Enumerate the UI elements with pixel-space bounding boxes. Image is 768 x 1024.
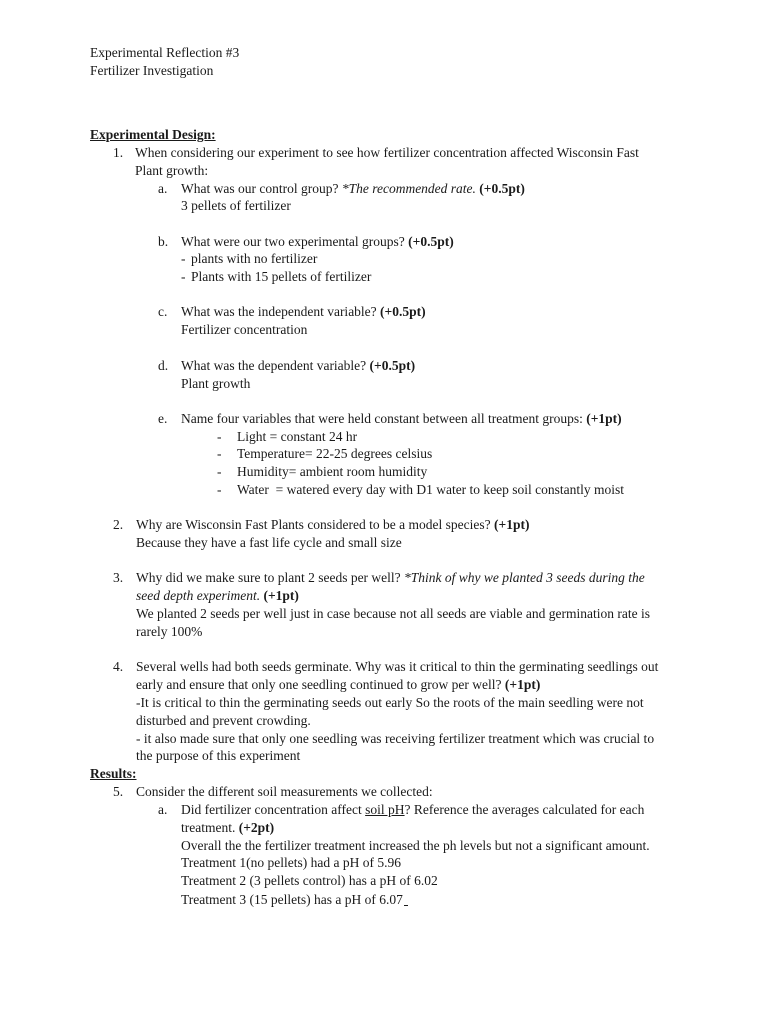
- question-1b: [158, 233, 454, 251]
- answer-text: Water = watered every day with D1 water to keep soil constantly moist: [237, 482, 625, 497]
- answer-5a-line: [181, 890, 408, 908]
- answer-text: Plants with 15 pellets of fertilizer: [191, 269, 372, 284]
- question-prompt: Name four variables that were held constant between all treatment groups:: [181, 411, 583, 426]
- answer-4-line: - it also made sure that only one seedling was receiving fertilizer treatment which was crucial to: [136, 731, 655, 746]
- points-value: (+1pt): [504, 677, 541, 692]
- question-prompt: What was the independent variable?: [181, 304, 377, 319]
- answer-1e-item: [217, 445, 432, 463]
- answer-4-line: -It is critical to thin the germinating seeds out early So the roots of the main seedling were not: [136, 695, 644, 710]
- answer-1a: 3 pellets of fertilizer: [181, 198, 291, 213]
- item-letter: e.: [158, 411, 168, 426]
- answer-text: Treatment 3 (15 pellets) has a pH of 6.07: [181, 892, 403, 907]
- answer-3-line: rarely 100%: [136, 624, 203, 639]
- points-value: (+0.5pt): [380, 304, 426, 319]
- document-subtitle: Fertilizer Investigation: [90, 63, 214, 78]
- item-letter: a.: [158, 802, 168, 817]
- points-value: (+0.5pt): [408, 234, 454, 249]
- question-number: 1.: [113, 145, 124, 160]
- points-value: (+1pt): [494, 517, 530, 532]
- question-hint: *Think of why we planted 3 seeds during the: [404, 570, 645, 585]
- question-1a: [158, 180, 525, 198]
- question-prompt: When considering our experiment to see how fertilizer concentration affected Wisconsin Fast: [135, 145, 639, 160]
- bullet-dash: -: [181, 251, 186, 266]
- question-prompt: Several wells had both seeds germinate. Why was it critical to thin the germinating seedlings out: [136, 659, 659, 674]
- item-letter: c.: [158, 304, 168, 319]
- question-5a: [158, 801, 644, 819]
- answer-text: plants with no fertilizer: [191, 251, 318, 266]
- answer-3-line: We planted 2 seeds per well just in case because not all seeds are viable and germination rate is: [136, 606, 650, 621]
- question-prompt: treatment.: [181, 820, 236, 835]
- answer-4-line: the purpose of this experiment: [136, 748, 301, 763]
- question-prompt: early and ensure that only one seedling continued to grow per well?: [136, 677, 502, 692]
- item-letter: b.: [158, 234, 169, 249]
- question-1e: [158, 410, 622, 428]
- question-prompt: ? Reference the averages calculated for each: [404, 802, 645, 817]
- points-value: (+1pt): [586, 411, 622, 426]
- question-prompt: What were our two experimental groups?: [181, 234, 405, 249]
- bullet-dash: -: [181, 269, 186, 284]
- answer-2: Because they have a fast life cycle and small size: [136, 535, 402, 550]
- question-number: 3.: [113, 570, 124, 585]
- question-prompt: Why did we make sure to plant 2 seeds per well?: [136, 570, 401, 585]
- bullet-dash: -: [217, 446, 222, 461]
- answer-1e-item: [217, 463, 427, 481]
- question-prompt: Did fertilizer concentration affect: [181, 802, 362, 817]
- question-hint: *The recommended rate.: [341, 181, 476, 196]
- question-1: [113, 144, 639, 162]
- answer-text: Temperature= 22-25 degrees celsius: [237, 446, 433, 461]
- question-number: 5.: [113, 784, 124, 799]
- document-title: Experimental Reflection #3: [90, 45, 240, 60]
- answer-text: Humidity= ambient room humidity: [237, 464, 428, 479]
- question-hint: seed depth experiment.: [136, 588, 261, 603]
- bullet-dash: -: [217, 464, 222, 479]
- answer-1e-item: [217, 481, 624, 499]
- section-heading-design: Experimental Design:: [90, 127, 216, 142]
- question-3-continued: [136, 587, 299, 605]
- question-4: [113, 658, 658, 676]
- answer-5a-line: Treatment 2 (3 pellets control) has a pH of 6.02: [181, 873, 438, 888]
- question-prompt: Consider the different soil measurements we collected:: [136, 784, 433, 799]
- question-3: [113, 569, 645, 587]
- section-heading-results: Results:: [90, 766, 137, 781]
- question-4-continued: [136, 676, 540, 694]
- bullet-dash: -: [217, 429, 222, 444]
- question-5a-continued: [181, 819, 274, 837]
- answer-4-line: disturbed and prevent crowding.: [136, 713, 311, 728]
- bullet-dash: -: [217, 482, 222, 497]
- item-letter: d.: [158, 358, 169, 373]
- points-value: (+1pt): [263, 588, 299, 603]
- points-value: (+2pt): [238, 820, 275, 835]
- question-prompt: Why are Wisconsin Fast Plants considered to be a model species?: [136, 517, 491, 532]
- points-value: (+0.5pt): [479, 181, 525, 196]
- trailing-underline: [404, 892, 408, 906]
- question-1d: [158, 357, 415, 375]
- answer-1e-item: [217, 428, 357, 446]
- question-5: [113, 783, 433, 801]
- question-2: [113, 516, 529, 534]
- answer-5a-line: Overall the the fertilizer treatment increased the ph levels but not a significant amount.: [181, 838, 650, 853]
- answer-text: Light = constant 24 hr: [237, 429, 358, 444]
- answer-5a-line: Treatment 1(no pellets) had a pH of 5.96: [181, 855, 401, 870]
- question-number: 4.: [113, 659, 124, 674]
- question-prompt: What was our control group?: [181, 181, 339, 196]
- points-value: (+0.5pt): [369, 358, 416, 373]
- question-1-prompt-continued: Plant growth:: [135, 163, 209, 178]
- underlined-term: soil pH: [365, 802, 405, 817]
- answer-1b-item: [181, 250, 317, 268]
- question-1c: [158, 303, 426, 321]
- answer-1c: Fertilizer concentration: [181, 322, 308, 337]
- answer-1d: Plant growth: [181, 376, 251, 391]
- item-letter: a.: [158, 181, 168, 196]
- answer-1b-item: [181, 268, 371, 286]
- question-prompt: What was the dependent variable?: [181, 358, 367, 373]
- question-number: 2.: [113, 517, 124, 532]
